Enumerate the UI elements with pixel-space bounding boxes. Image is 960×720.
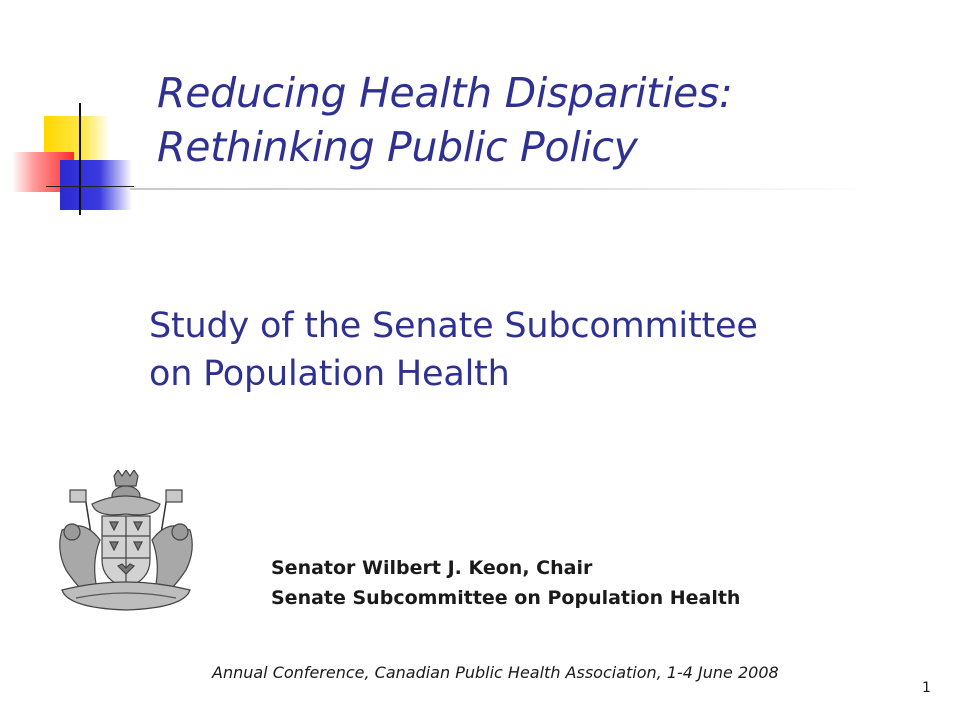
- title-line: Reducing Health Disparities:: [157, 69, 733, 117]
- presenter-block: [271, 553, 891, 613]
- footer-text: Annual Conference, Canadian Public Health Association, 1-4 June 2008: [212, 663, 779, 682]
- subtitle-line: Study of the Senate Subcommittee: [149, 306, 758, 346]
- slide-title: [157, 66, 917, 174]
- presenter-affiliation: Senate Subcommittee on Population Health: [271, 587, 741, 609]
- title-underline: [130, 188, 870, 190]
- title-line: Rethinking Public Policy: [157, 123, 638, 171]
- subtitle-line: on Population Health: [149, 354, 510, 394]
- presenter-name: Senator Wilbert J. Keon, Chair: [271, 557, 593, 579]
- blue-square: [60, 160, 132, 210]
- slide-number: 1: [922, 680, 931, 696]
- vertical-rule: [79, 103, 81, 215]
- coat-of-arms-icon: [52, 470, 200, 616]
- slide-subtitle: [149, 302, 929, 398]
- horizontal-rule: [46, 186, 134, 187]
- decorative-squares: [0, 0, 140, 230]
